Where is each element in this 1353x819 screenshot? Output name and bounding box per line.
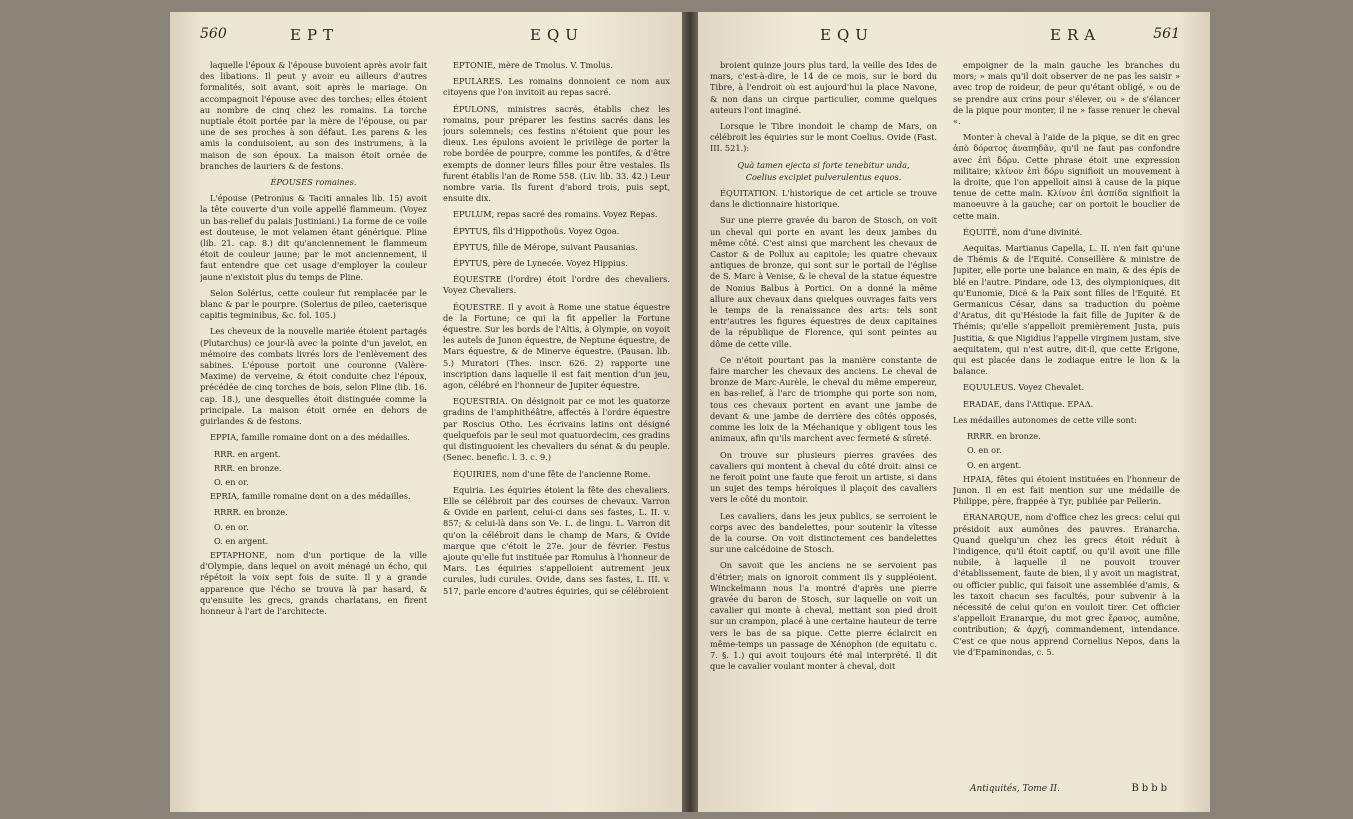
list-item: O. en or. bbox=[967, 445, 1002, 456]
paragraph: Les cavaliers, dans les jeux publics, se serroient le corps avec des bandelettes, pour soutenir la vîtesse de la course. On voit distinctement ces bandelettes sur une calcédoine de Stosch. bbox=[710, 510, 937, 555]
entry: EPULARES. Les romains donnoient ce nom aux citoyens que l'on invitoit au repas sacré. bbox=[443, 76, 670, 98]
left-page bbox=[170, 12, 690, 812]
entry: EQUULEUS. Voyez Chevalet. bbox=[963, 382, 1085, 393]
list-item: O. en argent. bbox=[214, 535, 269, 546]
paragraph: Sur une pierre gravée du baron de Stosch, on voit un cheval qui porte en avant les deux jambes du même côté. C'est ainsi que marchent les chevaux de Castor & de Pollux au capitole; les quatre chevaux antiques de bronze, qui sont sur le portail de l'église de S. Marc à Venise, & le cheval de la statue équestre de Nonius Balbus à Portici. On a donné la même allure aux chevaux dans quelques ouvrages faits vers le temps de la renaissance des arts: tels sont entr'autres les figures équestres de deux capitaines de la république de Florence, qui sont peintes au dôme de cette ville. bbox=[710, 215, 937, 349]
running-head-right: EQU bbox=[530, 26, 584, 44]
entry: Equiria. Les équiries étoient la fête des chevaliers. Elle se célébroit par des courses de chevaux. Varron & Ovide en parlent, celui-ci dans ses fastes, L. II. v. 857; & celui-là dans son Ve. L. de lingu. L. Varron dit qu'on la célébroit dans le champ de Mars, & Ovide marque que c'étoit le 27e. jour de février. Festus ajoute qu'elle fut instituée par Romulus à l'honneur de Mars. Les équiries s'appelloient autrement jeux curules, ludi curules. Ovide, dans ses fastes, L. III. v. 517, parle encore d'autres équiries, qui se célébroient bbox=[443, 484, 670, 596]
page-header-left bbox=[200, 26, 660, 50]
list-item: RRRR. en bronze. bbox=[214, 507, 288, 518]
entry: EPTAPHONE, nom d'un portique de la ville d'Olympie, dans lequel on avoit ménagé un écho, qui répétoit la voix sept fois de suite. Il y a grande apparence que l'écho se trouva là par hasard, & qu'ensuite les grecs, grands charlatans, en firent honneur à l'art de l'architecte. bbox=[200, 549, 427, 616]
left-page-column-2 bbox=[443, 60, 670, 800]
entry: ÉQUESTRE (l'ordre) étoit l'ordre des chevaliers. Voyez Chevaliers. bbox=[443, 274, 670, 296]
entry: EPTONIE, mère de Tmolus. V. Tmolus. bbox=[453, 60, 613, 70]
page-header-right bbox=[710, 26, 1180, 50]
entry: EPRIA, famille romaine dont on a des médailles. bbox=[210, 491, 411, 502]
entry: EPPIA, famille romaine dont on a des médailles. bbox=[210, 432, 410, 443]
entry: ΗΡΑΙΑ, fêtes qui étoient instituées en l'honneur de Junon. Il en est fait mention sur une médaille de Philippe, père, frappée à Tyr, publiée par Pellerin. bbox=[953, 473, 1180, 507]
entry: EPULUM, repas sacré des romains. Voyez Repas. bbox=[453, 209, 658, 220]
right-page-column-1 bbox=[710, 60, 937, 800]
list-item: RRRR. en bronze. bbox=[967, 431, 1041, 442]
list-item: RRR. en argent. bbox=[214, 448, 281, 459]
paragraph: Les médailles autonomes de cette ville sont: bbox=[953, 414, 1137, 425]
entry: ÉPYTUS, fils d'Hippothoüs. Voyez Ogoa. bbox=[453, 225, 620, 236]
right-page bbox=[690, 12, 1210, 812]
entry: ÉPYTUS, père de Lynecée. Voyez Hippius. bbox=[453, 258, 628, 269]
paragraph: Les cheveux de la nouvelle mariée étoient partagés (Plutarchus) ce jour-là avec la pointe d'un javelot, en mémoire des combats livrés lors de l'enlèvement des sabines. L'épouse portoit une couronne (Valère-Maxime) de verveine, & étoit conduite chez l'époux, précédée de cinq torches de bois, selon Pline (lib. 16. cap. 18.), une desquelles étoit distinguée comme la principale. La maison étoit ornée en dehors de guirlandes & de festons. bbox=[200, 326, 427, 427]
paragraph: Ce n'étoit pourtant pas la manière constante de faire marcher les chevaux des anciens. Le cheval de bronze de Marc-Aurèle, le cheval du même empereur, en bas-relief, à l'arc de triomphe qui porte son nom, tous ces chevaux portent en avant une jambe de devant & une jambe de derrière des côtés opposés, comme les loix de la Méchanique y obligent tous les animaux, afin qu'ils marchent avec fermeté & sûreté. bbox=[710, 354, 937, 444]
left-page-column-1 bbox=[200, 60, 427, 800]
paragraph: Lorsque le Tibre inondoit le champ de Mars, on célébroit les équiries sur le mont Coelius. Ovide (Fast. III. 521.): bbox=[710, 121, 937, 154]
running-head-left: EQU bbox=[820, 26, 874, 44]
page-number: 561 bbox=[1153, 26, 1180, 42]
verse-line: Coelius excipiet pulverulentus equos. bbox=[745, 171, 902, 182]
running-head-left: EPT bbox=[290, 26, 340, 44]
list-item: O. en or. bbox=[214, 521, 249, 532]
paragraph: broient quinze jours plus tard, la veille des Ides de mars, c'est-à-dire, le 14 de ce mois, sur le bord du Tibre, à l'endroit où est aujourd'hui la place Navone, & non dans un cirque particulier, comme quelques auteurs l'ont imaginé. bbox=[710, 60, 937, 115]
list-item: RRR. en bronze. bbox=[214, 462, 282, 473]
paragraph: L'épouse (Petronius & Taciti annales lib. 15) avoit la tête couverte d'un voile appellé flammeum. (Voyez un bas-relief du palais Justiniani.) La forme de ce voile est douteuse, le mot velamen étant générique. Pline (lib. 21. cap. 8.) dit qu'anciennement le flammeum étoit de couleur jaune; par le mot anciennement, il faut entendre que cet usage d'employer la couleur jaune n'existoit plus du temps de Pline. bbox=[200, 193, 427, 282]
paragraph: On savoit que les anciens ne se servoient pas d'étrier; mais on ignoroit comment ils y suppléoient. Winckelmann nous l'a montré d'après une pierre gravée du baron de Stosch, sur laquelle on voit un cavalier qui monte à cheval, mettant son pied droit sur un crampon, placé à une certaine hauteur de terre vers le bas de sa pique. Cette pierre éclaircit en même-temps un passage de Xénophon (de equitatu c. 7. §. 1.) qui avoit toujours été mal interprété. Il dit que le cavalier voulant monter à cheval, doit bbox=[710, 560, 937, 672]
paragraph: laquelle l'époux & l'épouse buvoient après avoir fait des libations. Il peut y avoir eu ailleurs d'autres formalités, soit avant, soit après le mariage. On accompagnoit l'épouse avec des torches; elles étoient au nombre de cinq chez les romains. La torche nuptiale étoit portée par la mère de l'épouse, ou par une de ses proches à son défaut. Les parens & les amis la conduisoient, au son des instrumens, à la maison de son époux. La maison étoit ornée de branches de lauriers & de festons. bbox=[200, 60, 427, 171]
entry: ÉQUITÉ, nom d'une divinité. bbox=[963, 226, 1083, 237]
entry: ERADAE, dans l'Attique. ΕΡΑΔ. bbox=[963, 398, 1094, 409]
list-item: O. en or. bbox=[214, 476, 249, 487]
entry: ÉQUESTRE. Il y avoit à Rome une statue équestre de la Fortune; ce qui la fit appeller la Fortune équestre. Sur les bords de l'Altis, à Olympie, on voyoit les autels de Junon équestre, de Neptune équestre, de Mars équestre, & de Minerve équestre. (Pausan. lib. 5.) Muratori (Thes. inscr. 626. 2) rapporte une inscription dans laquelle il est fait mention d'un jeu, agon, célébré en l'honneur de Jupiter équestre. bbox=[443, 301, 670, 391]
paragraph: empoigner de la main gauche les branches du mors; » mais qu'il doit observer de ne pas les saisir » avec trop de roideur, de peur qu'étant obligé, » ou de se prendre aux crins pour s'élever, ou » de s'élancer de la pique pour monter, il ne » fasse renuer le cheval «. bbox=[953, 60, 1180, 127]
right-page-column-2 bbox=[953, 60, 1180, 800]
running-head-right: ERA bbox=[1050, 26, 1102, 44]
entry: ÉQUITATION. L'historique de cet article se trouve dans le dictionnaire historique. bbox=[710, 188, 937, 210]
entry: ÉQUIRIES, nom d'une fête de l'ancienne Rome. bbox=[453, 468, 651, 479]
paragraph: Monter à cheval à l'aide de la pique, se dit en grec ἀπὸ δόρατος ἀναπηδᾶν, qu'il ne faut pas confondre avec ἐπὶ δόρυ. Cette phrase étoit une expression militaire; κλίνον ἐπὶ δόρυ signifioit un mouvement à la droite, que l'on appelloit ainsi à cause de la pique tenue de cette main. Κλίνον ἐπὶ ἀσπίδα signifioit la manoeuvre à la gauche; car on portoit le bouclier de cette main. bbox=[953, 132, 1180, 221]
list-item: O. en argent. bbox=[967, 459, 1022, 470]
paragraph: Aequitas. Martianus Capella, L. II. n'en fait qu'une de Thémis & de l'Equité. Conseillère & ministre de Jupiter, elle porte une balance en main, & des épis de blé en l'autre. Pindare, ode 13, des olympioniques, dit qu'Eunomie, Dicé & la Paix sont filles de l'Equité. Et Germanicus César, dans sa traduction du poème d'Aratus, dit qu'Hésiode la fait fille de Jupiter & de Thémis; qu'elle s'appelloit premièrement Justa, puis Justitia, & que Nigidius l'appelle virginem justam, sive aequitatem, qui n'est autre, dit-il, que cette Erigone, qui est placée dans le zodiaque entre le lion & la balance. bbox=[953, 243, 1180, 377]
verse-line: Quà tamen ejecta si forte tenebitur unda, bbox=[737, 159, 910, 170]
book-spread bbox=[170, 12, 1210, 812]
paragraph: Selon Solérius, cette couleur fut remplacée par le blanc & par le pourpre. (Solerius de pileo, caeterisque capitis tegminibus, &c. fol. 105.) bbox=[200, 287, 427, 321]
entry: ÉPYTUS, fille de Mérope, suivant Pausanias. bbox=[453, 241, 638, 252]
entry-heading: ÉPOUSES romaines. bbox=[270, 177, 357, 188]
signature-mark: Bbbb bbox=[1131, 783, 1170, 794]
paragraph: On trouve sur plusieurs pierres gravées des cavaliers qui montent à cheval du côté droit: ainsi ce ne feroit point une faute que feroit un artiste, si dans un sujet des temps héroïques il plaçoit des cavaliers vers le côté du montoir. bbox=[710, 449, 937, 505]
entry: EQUESTRIA. On désignoit par ce mot les quatorze gradins de l'amphithéâtre, affectés à l'ordre équestre par Roscius Otho. Les écrivains latins ont désigné quelquefois par le seul mot quatuordecim, ces gradins qui distinguoient les chevaliers du sénat & du peuple. (Senec. benefic. l. 3. c. 9.) bbox=[443, 396, 670, 463]
footer-title: Antiquités, Tome II. bbox=[970, 784, 1060, 794]
page-number: 560 bbox=[200, 26, 227, 42]
entry: ÉPULONS, ministres sacrés, établis chez les romains, pour préparer les festins sacrés dans les jours solemnels; ces festins n'étoient que pour les dieux. Les épulons avoient le privilège de porter la robe bordée de pourpre, comme les pontifes, & d'être exempts de donner leurs filles pour être vestales. Ils furent établis l'an de Rome 558. (Liv. lib. 33. 42.) Leur nombre varia. Ils furent d'abord trois, puis sept, ensuite dix. bbox=[443, 103, 670, 204]
book-gutter bbox=[682, 12, 698, 812]
entry: ÉRANARQUE, nom d'office chez les grecs: celui qui présidoit aux aumônes des pauvres. Eranarcha. Quand quelqu'un chez les grecs étoit réduit à l'indigence, qu'il étoit captif, ou qu'il avoit une fille nubile, à laquelle il ne pouvoit trouver d'établissement, faute de bien, il y avoit un magistrat, ou officier public, qui faisoit une assemblée d'amis, & les taxoit chacun ses facultés, pour subvenir à la nécessité de celui qu'on en vouloit tirer. Cet officier s'appelloit Eranarque, du mot grec ἔρανος, aumône, contribution; & ἀρχή, commandement, intendance. C'est ce que nous apprend Cornelius Nepos, dans la vie d'Epaminondas, c. 5. bbox=[953, 512, 1180, 657]
